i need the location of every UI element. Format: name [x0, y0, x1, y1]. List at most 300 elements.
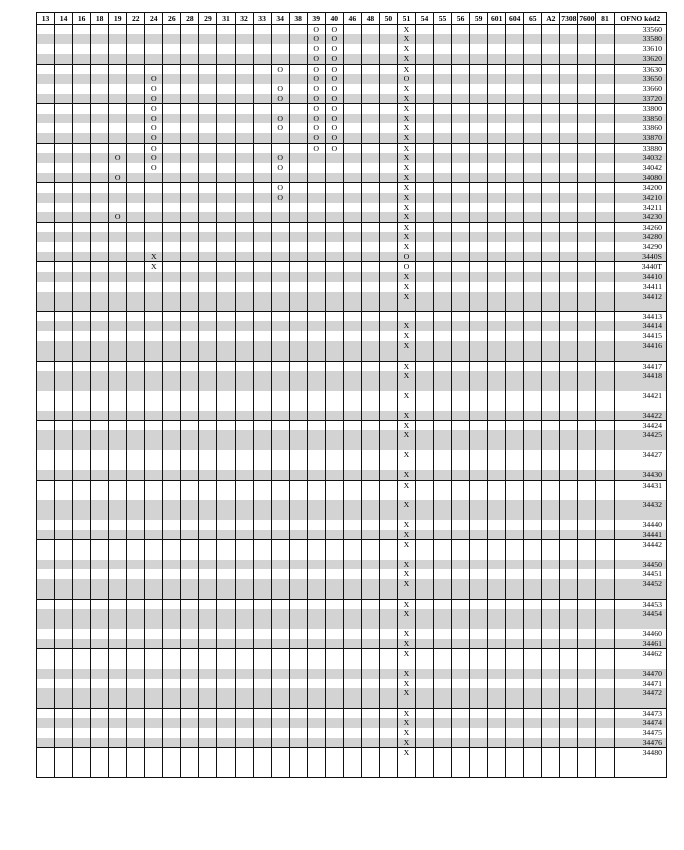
table-row [37, 133, 667, 143]
empty-cell [452, 748, 470, 778]
empty-cell [73, 669, 91, 679]
empty-cell [55, 480, 73, 500]
empty-cell [596, 708, 614, 718]
empty-cell [55, 232, 73, 242]
empty-cell [343, 470, 361, 480]
empty-cell [470, 331, 488, 341]
empty-cell [235, 212, 253, 222]
empty-cell [145, 629, 163, 639]
empty-cell [325, 173, 343, 183]
empty-cell [163, 688, 181, 708]
empty-cell [325, 470, 343, 480]
empty-cell [235, 25, 253, 35]
empty-cell [199, 540, 217, 560]
empty-cell [361, 153, 379, 163]
empty-cell [235, 728, 253, 738]
empty-cell [578, 361, 596, 371]
empty-cell [199, 203, 217, 213]
empty-cell [560, 321, 578, 331]
empty-cell [235, 44, 253, 54]
empty-cell [542, 163, 560, 173]
mark-cell: X [397, 212, 415, 222]
empty-cell [253, 54, 271, 64]
empty-cell [73, 292, 91, 312]
empty-cell [91, 500, 109, 520]
empty-cell [379, 430, 397, 450]
empty-cell [235, 718, 253, 728]
empty-cell [506, 341, 524, 361]
empty-cell [73, 560, 91, 570]
empty-cell [55, 203, 73, 213]
empty-cell [434, 361, 452, 371]
empty-cell [127, 143, 145, 153]
empty-cell [361, 421, 379, 431]
empty-cell [343, 411, 361, 421]
empty-cell [55, 64, 73, 74]
empty-cell [253, 341, 271, 361]
empty-cell [452, 688, 470, 708]
empty-cell [73, 44, 91, 54]
table-row [37, 64, 667, 74]
empty-cell [506, 183, 524, 193]
empty-cell [181, 540, 199, 560]
empty-cell [91, 123, 109, 133]
empty-cell [55, 321, 73, 331]
mark-cell: X [397, 54, 415, 64]
empty-cell [181, 212, 199, 222]
empty-cell [109, 25, 127, 35]
mark-cell: O [325, 54, 343, 64]
empty-cell [506, 232, 524, 242]
empty-cell [343, 44, 361, 54]
code-cell: 34410 [614, 272, 667, 282]
mark-cell: X [397, 748, 415, 778]
empty-cell [488, 688, 506, 708]
mark-cell: X [397, 450, 415, 470]
empty-cell [55, 639, 73, 649]
empty-cell [271, 104, 289, 114]
table-row [37, 143, 667, 153]
empty-cell [434, 560, 452, 570]
empty-cell [55, 500, 73, 520]
empty-cell [127, 669, 145, 679]
empty-cell [289, 540, 307, 560]
empty-cell [307, 212, 325, 222]
empty-cell [343, 282, 361, 292]
empty-cell [343, 331, 361, 341]
empty-cell [109, 361, 127, 371]
empty-cell [127, 371, 145, 391]
empty-cell [415, 242, 433, 252]
empty-cell [199, 282, 217, 292]
code-cell: 34451 [614, 569, 667, 579]
empty-cell [73, 163, 91, 173]
empty-cell [289, 708, 307, 718]
empty-cell [343, 569, 361, 579]
empty-cell [542, 341, 560, 361]
empty-cell [253, 153, 271, 163]
empty-cell [578, 421, 596, 431]
empty-cell [415, 599, 433, 609]
code-cell: 33580 [614, 34, 667, 44]
empty-cell [343, 54, 361, 64]
empty-cell [470, 104, 488, 114]
empty-cell [307, 530, 325, 540]
empty-cell [578, 639, 596, 649]
empty-cell [271, 361, 289, 371]
empty-cell [434, 203, 452, 213]
empty-cell [361, 540, 379, 560]
empty-cell [560, 450, 578, 470]
empty-cell [560, 718, 578, 728]
empty-cell [37, 560, 55, 570]
empty-cell [488, 530, 506, 540]
empty-cell [289, 94, 307, 104]
empty-cell [181, 54, 199, 64]
empty-cell [55, 173, 73, 183]
mark-cell: X [145, 252, 163, 262]
table-row [37, 203, 667, 213]
empty-cell [488, 669, 506, 679]
empty-cell [325, 639, 343, 649]
empty-cell [415, 292, 433, 312]
empty-cell [488, 163, 506, 173]
empty-cell [235, 232, 253, 242]
table-row [37, 232, 667, 242]
empty-cell [506, 688, 524, 708]
empty-cell [217, 74, 235, 84]
empty-cell [361, 470, 379, 480]
empty-cell [596, 252, 614, 262]
empty-cell [109, 114, 127, 124]
empty-cell [109, 480, 127, 500]
empty-cell [434, 292, 452, 312]
empty-cell [163, 391, 181, 411]
empty-cell [488, 728, 506, 738]
empty-cell [217, 649, 235, 669]
empty-cell [163, 94, 181, 104]
empty-cell [560, 748, 578, 778]
empty-cell [452, 679, 470, 689]
empty-cell [596, 480, 614, 500]
empty-cell [524, 163, 542, 173]
empty-cell [109, 222, 127, 232]
empty-cell [542, 609, 560, 629]
empty-cell [307, 292, 325, 312]
empty-cell [560, 500, 578, 520]
empty-cell [253, 688, 271, 708]
empty-cell [217, 222, 235, 232]
empty-cell [289, 173, 307, 183]
empty-cell [596, 579, 614, 599]
empty-cell [361, 242, 379, 252]
empty-cell [434, 34, 452, 44]
empty-cell [235, 262, 253, 272]
empty-cell [163, 262, 181, 272]
empty-cell [452, 44, 470, 54]
empty-cell [307, 718, 325, 728]
empty-cell [253, 649, 271, 669]
code-cell: 34424 [614, 421, 667, 431]
empty-cell [109, 569, 127, 579]
empty-cell [596, 391, 614, 411]
table-row [37, 262, 667, 272]
empty-cell [253, 262, 271, 272]
empty-cell [415, 74, 433, 84]
empty-cell [560, 728, 578, 738]
empty-cell [524, 371, 542, 391]
empty-cell [325, 262, 343, 272]
empty-cell [163, 25, 181, 35]
empty-cell [271, 44, 289, 54]
empty-cell [379, 25, 397, 35]
empty-cell [434, 74, 452, 84]
empty-cell [55, 183, 73, 193]
empty-cell [271, 520, 289, 530]
empty-cell [217, 173, 235, 183]
empty-cell [379, 232, 397, 242]
empty-cell [596, 84, 614, 94]
empty-cell [37, 44, 55, 54]
code-cell: 34260 [614, 222, 667, 232]
empty-cell [235, 34, 253, 44]
empty-cell [434, 114, 452, 124]
empty-cell [506, 540, 524, 560]
empty-cell [163, 708, 181, 718]
empty-cell [55, 222, 73, 232]
empty-cell [343, 183, 361, 193]
empty-cell [325, 560, 343, 570]
empty-cell [109, 500, 127, 520]
table-row [37, 114, 667, 124]
empty-cell [163, 203, 181, 213]
empty-cell [199, 341, 217, 361]
empty-cell [307, 609, 325, 629]
empty-cell [560, 421, 578, 431]
empty-cell [361, 114, 379, 124]
table-row [37, 361, 667, 371]
empty-cell [127, 252, 145, 262]
empty-cell [109, 450, 127, 470]
empty-cell [325, 331, 343, 341]
empty-cell [109, 391, 127, 411]
mark-cell: X [397, 203, 415, 213]
empty-cell [596, 222, 614, 232]
empty-cell [163, 649, 181, 669]
empty-cell [488, 599, 506, 609]
header-col: 54 [415, 13, 433, 25]
empty-cell [109, 579, 127, 599]
empty-cell [361, 321, 379, 331]
empty-cell [109, 470, 127, 480]
empty-cell [217, 738, 235, 748]
empty-cell [91, 64, 109, 74]
empty-cell [55, 609, 73, 629]
empty-cell [109, 738, 127, 748]
header-col: 56 [452, 13, 470, 25]
empty-cell [415, 341, 433, 361]
empty-cell [434, 311, 452, 321]
empty-cell [145, 341, 163, 361]
header-row [37, 13, 667, 25]
empty-cell [55, 341, 73, 361]
empty-cell [596, 183, 614, 193]
empty-cell [415, 143, 433, 153]
mark-cell: X [397, 44, 415, 54]
empty-cell [560, 54, 578, 64]
table-row [37, 530, 667, 540]
empty-cell [524, 292, 542, 312]
empty-cell [596, 74, 614, 84]
empty-cell [506, 252, 524, 262]
empty-cell [415, 321, 433, 331]
empty-cell [470, 232, 488, 242]
empty-cell [235, 193, 253, 203]
empty-cell [415, 212, 433, 222]
mark-cell: O [325, 34, 343, 44]
empty-cell [145, 470, 163, 480]
empty-cell [73, 212, 91, 222]
code-cell: 34454 [614, 609, 667, 629]
empty-cell [73, 688, 91, 708]
empty-cell [37, 153, 55, 163]
empty-cell [415, 133, 433, 143]
empty-cell [127, 331, 145, 341]
empty-cell [235, 54, 253, 64]
empty-cell [524, 104, 542, 114]
empty-cell [434, 212, 452, 222]
empty-cell [181, 153, 199, 163]
empty-cell [163, 292, 181, 312]
empty-cell [452, 114, 470, 124]
mark-cell: X [397, 599, 415, 609]
table-row [37, 183, 667, 193]
empty-cell [415, 44, 433, 54]
empty-cell [91, 450, 109, 470]
empty-cell [506, 114, 524, 124]
empty-cell [596, 44, 614, 54]
empty-cell [361, 738, 379, 748]
empty-cell [163, 599, 181, 609]
empty-cell [253, 560, 271, 570]
empty-cell [343, 579, 361, 599]
empty-cell [181, 609, 199, 629]
empty-cell [488, 609, 506, 629]
empty-cell [91, 530, 109, 540]
table-row [37, 25, 667, 35]
code-cell: 33620 [614, 54, 667, 64]
empty-cell [524, 470, 542, 480]
table-body [37, 25, 667, 778]
empty-cell [506, 84, 524, 94]
empty-cell [415, 54, 433, 64]
empty-cell [325, 183, 343, 193]
empty-cell [488, 64, 506, 74]
empty-cell [289, 679, 307, 689]
empty-cell [127, 500, 145, 520]
empty-cell [325, 708, 343, 718]
empty-cell [307, 331, 325, 341]
empty-cell [452, 25, 470, 35]
header-col: 34 [271, 13, 289, 25]
empty-cell [434, 411, 452, 421]
empty-cell [542, 391, 560, 411]
empty-cell [55, 738, 73, 748]
empty-cell [55, 94, 73, 104]
empty-cell [127, 679, 145, 689]
empty-cell [452, 500, 470, 520]
code-cell: 34412 [614, 292, 667, 312]
empty-cell [199, 649, 217, 669]
empty-cell [542, 133, 560, 143]
table-row [37, 153, 667, 163]
empty-cell [217, 391, 235, 411]
empty-cell [145, 540, 163, 560]
empty-cell [434, 64, 452, 74]
empty-cell [289, 203, 307, 213]
mark-cell: O [145, 114, 163, 124]
empty-cell [415, 25, 433, 35]
empty-cell [379, 341, 397, 361]
empty-cell [109, 629, 127, 639]
empty-cell [235, 123, 253, 133]
mark-cell: X [397, 25, 415, 35]
code-cell: 3440S [614, 252, 667, 262]
empty-cell [91, 94, 109, 104]
empty-cell [199, 669, 217, 679]
empty-cell [542, 480, 560, 500]
empty-cell [55, 371, 73, 391]
empty-cell [55, 25, 73, 35]
mark-cell: X [397, 430, 415, 450]
empty-cell [488, 25, 506, 35]
empty-cell [452, 54, 470, 64]
empty-cell [470, 311, 488, 321]
empty-cell [181, 331, 199, 341]
empty-cell [452, 341, 470, 361]
empty-cell [127, 639, 145, 649]
empty-cell [434, 728, 452, 738]
empty-cell [524, 748, 542, 778]
empty-cell [470, 421, 488, 431]
empty-cell [217, 748, 235, 778]
empty-cell [163, 748, 181, 778]
empty-cell [560, 282, 578, 292]
empty-cell [325, 738, 343, 748]
empty-cell [596, 104, 614, 114]
empty-cell [217, 143, 235, 153]
empty-cell [91, 292, 109, 312]
empty-cell [379, 183, 397, 193]
empty-cell [524, 609, 542, 629]
empty-cell [596, 361, 614, 371]
empty-cell [253, 421, 271, 431]
empty-cell [109, 520, 127, 530]
empty-cell [37, 748, 55, 778]
empty-cell [560, 480, 578, 500]
table-header [37, 13, 667, 25]
empty-cell [271, 391, 289, 411]
empty-cell [343, 64, 361, 74]
empty-cell [253, 123, 271, 133]
empty-cell [415, 282, 433, 292]
empty-cell [524, 272, 542, 282]
empty-cell [199, 500, 217, 520]
empty-cell [37, 272, 55, 282]
empty-cell [145, 599, 163, 609]
empty-cell [181, 688, 199, 708]
empty-cell [596, 520, 614, 530]
